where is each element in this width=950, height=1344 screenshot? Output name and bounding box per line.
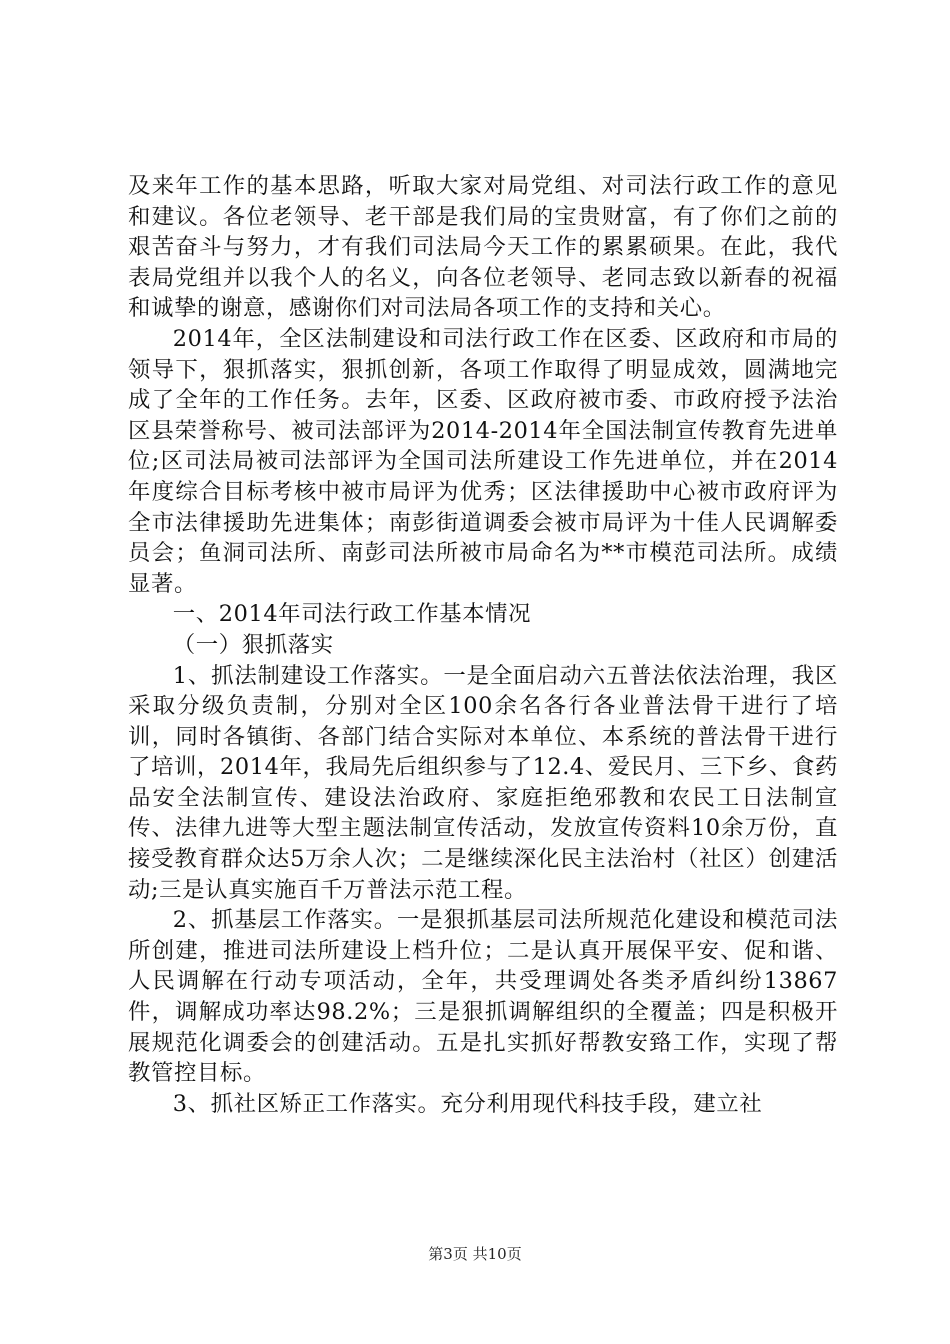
paragraph-2014-summary: 2014年，全区法制建设和司法行政工作在区委、区政府和市局的领导下，狠抓落实，狠抓创新，各项工作取得了明显成效，圆满地完成了全年的工作任务。去年，区委、区政府被市委、市政府授予法治区县荣誉称号、被司法部评为2014-2014年全国法制宣传教育先进单位;区司法局被司法部评为全国司法所建设工作先进单位，并在2014年度综合目标考核中被市局评为优秀；区法律援助中心被市政府评为全市法律援助先进集体；南彭街道调委会被市局评为十佳人民调解委员会；鱼洞司法所、南彭司法所被市局命名为**市模范司法所。成绩显著。 [128,325,838,597]
page-footer: 第3页 共10页 [428,1245,522,1263]
paragraph-item-1: 1、抓法制建设工作落实。一是全面启动六五普法依法治理，我区采取分级负责制，分别对全区100余名各行各业普法骨干进行了培训，同时各镇街、各部门结合实际对本单位、本系统的普法骨干进行了培训，2014年，我局先后组织参与了12.4、爱民月、三下乡、食药品安全法制宣传、建设法治政府、家庭拒绝邪教和农民工日法制宣传、法律九进等大型主题法制宣传活动，发放宣传资料10余万份，直接受教育群众达5万余人次；二是继续深化民主法治村（社区）创建活动;三是认真实施百千万普法示范工程。 [128,662,838,903]
document-body [128,171,838,1119]
section-heading: 一、2014年司法行政工作基本情况 [172,601,532,628]
subsection-heading: （一）狠抓落实 [172,631,334,658]
paragraph-opening: 及来年工作的基本思路，听取大家对局党组、对司法行政工作的意见和建议。各位老领导、老干部是我们局的宝贵财富，有了你们之前的艰苦奋斗与努力，才有我们司法局今天工作的累累硕果。在此，我代表局党组并以我个人的名义，向各位老领导、老同志致以新春的祝福和诚挚的谢意，感谢你们对司法局各项工作的支持和关心。 [128,173,838,322]
paragraph-item-3: 3、抓社区矫正工作落实。充分利用现代科技手段，建立社 [172,1090,763,1117]
paragraph-item-2: 2、抓基层工作落实。一是狠抓基层司法所规范化建设和模范司法所创建，推进司法所建设上档升位；二是认真开展保平安、促和谐、人民调解在行动专项活动，全年，共受理调处各类矛盾纠纷13867件，调解成功率达98.2%；三是狠抓调解组织的全覆盖；四是积极开展规范化调委会的创建活动。五是扎实抓好帮教安臵工作，实现了帮教管控目标。 [128,907,838,1087]
